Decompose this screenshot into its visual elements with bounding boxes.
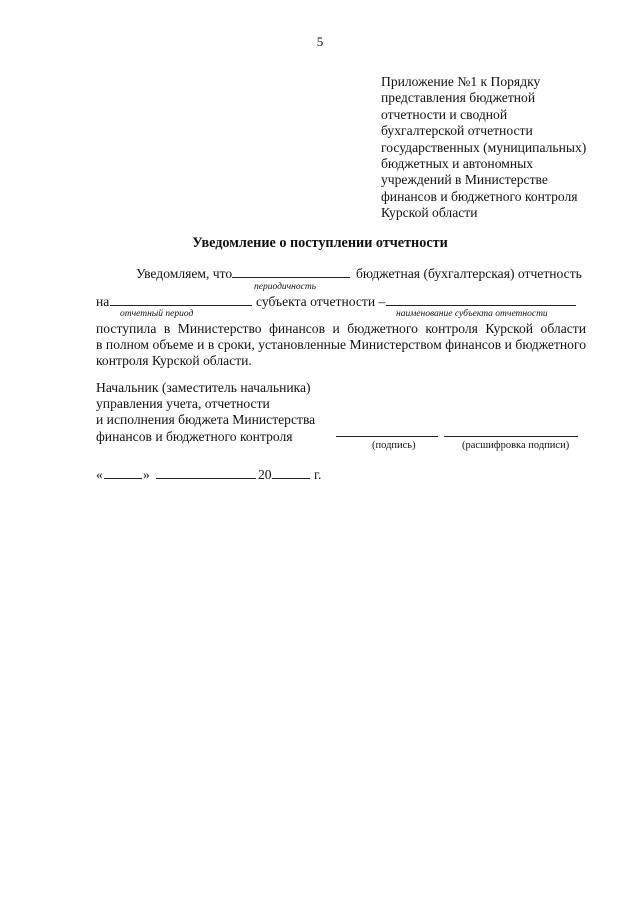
appendix-line: учреждений в Министерстве — [381, 172, 548, 188]
periodicity-blank[interactable] — [232, 266, 350, 278]
appendix-line: государственных (муниципальных) — [381, 139, 587, 155]
hint-periodicity: периодичность — [254, 282, 317, 292]
appendix-line: финансов и бюджетного контроля — [381, 188, 578, 204]
signer-line: Начальник (заместитель начальника) — [96, 380, 311, 395]
notice-body-line: контроля Курской области. — [96, 353, 252, 369]
signature-caption: (подпись) — [372, 440, 416, 451]
date-close-quote: » — [143, 467, 150, 482]
signature-decryption-line[interactable] — [444, 436, 578, 437]
appendix-line: отчетности и сводной — [381, 106, 508, 122]
date-month-blank[interactable] — [156, 467, 256, 479]
hint-subject-name: наименование субъекта отчетности — [396, 309, 548, 319]
notice-body-paragraph — [96, 321, 586, 370]
date-day-blank[interactable] — [104, 467, 142, 479]
appendix-line: Приложение №1 к Порядку — [381, 74, 541, 89]
notice-line2-prefix: на — [96, 294, 110, 309]
document-title: Уведомление о поступлении отчетности — [192, 235, 448, 251]
appendix-line: бюджетных и автономных — [381, 156, 534, 172]
date-year-suffix: г. — [314, 467, 322, 482]
signature-line[interactable] — [336, 436, 438, 437]
decryption-caption: (расшифровка подписи) — [462, 440, 570, 451]
notice-body-line: в полном объеме и в сроки, установленные Министерством финансов и бюджетного — [96, 337, 586, 353]
signer-block — [96, 380, 315, 445]
date-year-prefix: 20 — [258, 467, 272, 482]
hint-reporting-period: отчетный период — [120, 309, 194, 319]
appendix-line: Курской области — [381, 205, 478, 221]
notice-line1-suffix: бюджетная (бухгалтерская) отчетность — [356, 266, 582, 281]
date-year-blank[interactable] — [272, 467, 310, 479]
appendix-line: представления бюджетной — [381, 90, 536, 106]
signer-line: и исполнения бюджета Министерства — [96, 412, 316, 428]
appendix-header — [381, 74, 611, 222]
notice-line1-prefix: Уведомляем, что — [136, 266, 233, 281]
signer-line: финансов и бюджетного контроля — [96, 428, 293, 444]
notice-line2-middle: субъекта отчетности – — [256, 294, 386, 309]
subject-name-blank[interactable] — [386, 294, 576, 306]
reporting-period-blank[interactable] — [110, 294, 252, 306]
date-open-quote: « — [96, 467, 103, 482]
notice-body-line: поступила в Министерство финансов и бюджетного контроля Курской области — [96, 321, 586, 336]
signer-line: управления учета, отчетности — [96, 396, 270, 412]
page-number: 5 — [316, 34, 324, 49]
appendix-line: бухгалтерской отчетности — [381, 123, 533, 139]
